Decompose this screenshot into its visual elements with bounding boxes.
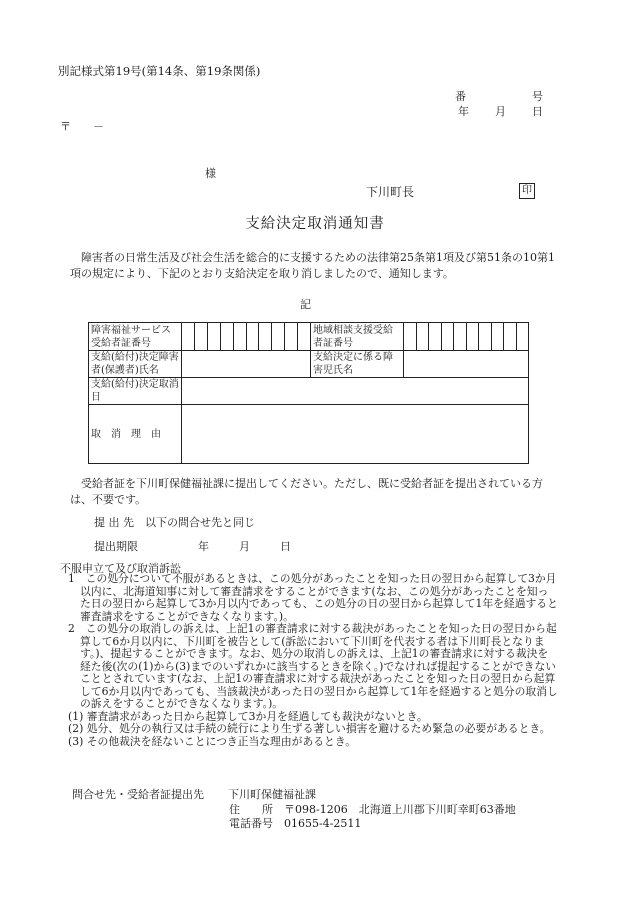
seal-mark: 印 bbox=[519, 183, 535, 199]
appeal-sub-2: (2) 処分、処分の執行又は手続の続行により生ずる著しい損害を避けるため緊急の必要があるとき。 bbox=[68, 722, 551, 735]
label-child-name: 支給決定に係る障害児氏名 bbox=[311, 351, 404, 378]
appeal-item-2: 2 この処分の取消しの訴えは、上記1の審査請求に対する裁決があったことを知った日の翌日から起算して6か月以内に、下川町を被告として(訴訟において下川町を代表する者は下川町長となります。)、提起することができます。なお、処分の取消しの訴えは、上記1の審査請求に対する裁決を経た後(次の(1)から(3)までのいずれかに該当するときを除く。)でなければ提起することができないこととされています(なお、上記1の審査請求に対する裁決があったことを知った日の翌日から起算して6か月以内であっても、当該裁決があった日の翌日から起算して1年を経過すると処分の取消しの訴えをすることができなくなります。)。 bbox=[68, 622, 558, 710]
label-cancel-date: 支給(給付)決定取消日 bbox=[89, 378, 182, 405]
appeal-notes bbox=[68, 573, 558, 748]
consult-cert-no-boxes bbox=[404, 323, 529, 351]
issue-date-year: 年 bbox=[458, 105, 469, 118]
appeal-sub-1: (1) 審査請求があった日から起算して3か月を経過しても裁決がないとき。 bbox=[68, 709, 428, 723]
recipient-suffix: 様 bbox=[205, 167, 216, 180]
intro-paragraph: 障害者の日常生活及び社会生活を総合的に支援するための法律第25条第1項及び第51条の10第1項の規定により、下記のとおり支給決定を取り消しましたので、通知します。 bbox=[70, 251, 555, 280]
contact-label: 問合せ先・受給者証提出先 bbox=[72, 788, 204, 801]
submission-deadline bbox=[94, 538, 291, 554]
deadline-label: 提出期限 bbox=[94, 540, 138, 553]
document-title: 支給決定取消通知書 bbox=[245, 216, 385, 232]
issue-date bbox=[458, 103, 543, 119]
cert-no-boxes bbox=[182, 323, 311, 351]
cancel-reason-value bbox=[182, 405, 529, 464]
issue-date-day: 日 bbox=[532, 105, 543, 118]
cancellation-table bbox=[88, 322, 529, 464]
postal-code-line: 〒 － bbox=[60, 120, 104, 133]
document-number-label: 番 号 bbox=[455, 90, 543, 103]
child-name-value bbox=[404, 351, 529, 378]
issue-date-month: 月 bbox=[495, 105, 506, 118]
submission-notice: 受給者証を下川町保健福祉課に提出してください。ただし、既に受給者証を提出されている方は、不要です。 bbox=[70, 477, 543, 506]
appeal-sub-3: (3) その他裁決を経ないことにつき正当な理由があるとき。 bbox=[68, 734, 356, 748]
appeal-heading: 不服申立て及び取消訴訟 bbox=[60, 562, 181, 575]
deadline-month: 月 bbox=[239, 540, 250, 553]
label-cancel-reason: 取 消 理 由 bbox=[89, 405, 182, 464]
contact-office: 下川町保健福祉課 bbox=[228, 788, 316, 801]
contact-phone: 電話番号 01655-4-2511 bbox=[229, 817, 362, 830]
recipient-name-value bbox=[182, 351, 311, 378]
deadline-year: 年 bbox=[198, 540, 209, 553]
label-consult-cert-no: 地域相談支援受給者証番号 bbox=[311, 323, 404, 351]
contact-address: 住 所 〒098-1206 北海道上川郡下川町幸町63番地 bbox=[229, 803, 516, 816]
label-cert-no: 障害福祉サービス受給者証番号 bbox=[89, 323, 182, 351]
form-id: 別記様式第19号(第14条、第19条関係) bbox=[58, 64, 261, 78]
label-recipient-name: 支給(給付)決定障害者(保護者)氏名 bbox=[89, 351, 182, 378]
ki-heading: 記 bbox=[300, 298, 311, 311]
cancel-date-value bbox=[182, 378, 529, 405]
sender-name: 下川町長 bbox=[366, 185, 415, 199]
deadline-day: 日 bbox=[280, 540, 291, 553]
submission-destination: 提 出 先 以下の問合せ先と同じ bbox=[94, 516, 255, 529]
appeal-item-1: 1 この処分について不服があるときは、この処分があったことを知った日の翌日から起算して3か月以内に、北海道知事に対して審査請求をすることができます(なお、この処分があったことを知った日の翌日から起算して3か月以内であっても、この処分の日の翌日から起算して1年を経過すると審査請求をすることができなくなります。)。 bbox=[68, 572, 558, 623]
